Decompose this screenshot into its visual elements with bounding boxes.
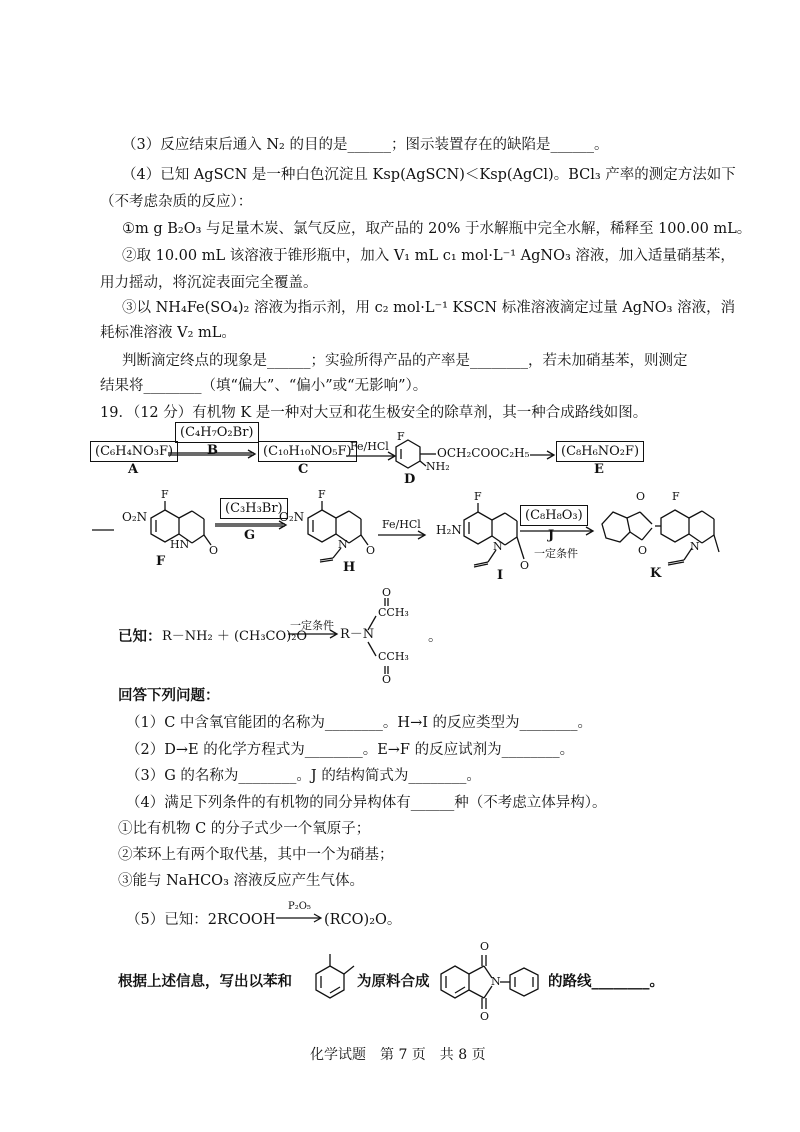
q19-part5-b: (RCO)₂O。 (324, 912, 402, 928)
q18-4a: （4）已知 AgSCN 是一种白色沉淀且 Ksp(AgSCN)＜Ksp(AgCl)。BCl₃ 产率的测定方法如下 (122, 167, 736, 183)
compound-k-n: N (690, 540, 700, 553)
arrow-fe-hcl-2-label: Fe/HCl (382, 518, 421, 531)
q18-step2b: 用力摇动，将沉淀表面完全覆盖。 (100, 275, 318, 291)
page-footer: 化学试题 第 7 页 共 8 页 (310, 1047, 486, 1063)
compound-h-f: F (318, 488, 326, 501)
q19-cond1: ①比有机物 C 的分子式少一个氧原子； (118, 821, 371, 837)
reagent-j-formula: (C₈H₈O₃) (525, 508, 583, 523)
q18-judge1: 判断滴定终点的现象是______；实验所得产品的产率是________，若未加硝基苯，则测定 (122, 353, 688, 369)
compound-h-label: H (343, 560, 356, 575)
q18-step1: ①m g B₂O₃ 与足量木炭、氯气反应，取产品的 20% 于水解瓶中完全水解，稀释至 100.00 mL。 (122, 221, 752, 237)
q19-part4: （4）满足下列条件的有机物的同分异构体有______种（不考虑立体异构）。 (126, 795, 607, 811)
q19-header: 19．（12 分）有机物 K 是一种对大豆和花生极安全的除草剂，其一种合成路线如图。 (100, 405, 648, 421)
arrow-fe-hcl-1-label: Fe/HCl (350, 440, 389, 453)
known-end: 。 (428, 629, 443, 645)
reagent-g-formula: (C₃H₃Br) (225, 501, 283, 516)
q19-cond3: ③能与 NaHCO₃ 溶液反应产生气体。 (118, 873, 364, 889)
compound-f-nh: HN (170, 538, 190, 551)
q19-part5-cond: P₂O₅ (288, 901, 311, 912)
compound-h-n: N (338, 538, 348, 551)
compound-i-h2n: H₂N (436, 523, 462, 537)
compound-i-label: I (497, 568, 504, 583)
compound-a-formula: (C₆H₄NO₃F) (95, 444, 174, 459)
compound-d-nh2: NH₂ (426, 460, 450, 473)
compound-k-o1: O (636, 490, 646, 503)
final-o1: O (480, 940, 490, 953)
reagent-g-label: G (244, 528, 256, 543)
known-reactants: R－NH₂ ＋ (CH₃CO)₂O (162, 629, 308, 644)
compound-k-label: K (650, 566, 662, 581)
compound-e-label: E (594, 462, 604, 477)
final-line-b: 为原料合成 (357, 973, 430, 990)
compound-f-o: O (209, 544, 219, 557)
reagent-b-label: B (207, 443, 218, 458)
compound-a-label: A (128, 462, 139, 477)
q19-part5-a: （5）已知：2RCOOH (126, 912, 276, 928)
known-product-rn: R－N (340, 627, 375, 642)
known-bot-o: O (382, 673, 392, 686)
q19-part2: （2）D→E 的化学方程式为________。E→F 的反应试剂为________。 (126, 742, 575, 758)
q18-4b: （不考虑杂质的反应）： (100, 194, 253, 210)
known-bot-ch3: CCH₃ (378, 650, 409, 663)
compound-h-no2: O₂N (279, 510, 305, 524)
answer-prompt: 回答下列问题： (118, 687, 220, 704)
q19-part3: （3）G 的名称为________。J 的结构简式为________。 (126, 768, 481, 784)
known-top-o: O (382, 586, 392, 599)
reagent-j-label: J (548, 528, 555, 543)
compound-i-n: N (493, 540, 503, 553)
final-n: N (491, 975, 501, 988)
final-line-a: 根据上述信息，写出以苯和 (118, 973, 292, 990)
compound-d-ester: OCH₂COOC₂H₅ (437, 446, 530, 460)
compound-f-no2: O₂N (122, 510, 148, 524)
q19-cond2: ②苯环上有两个取代基，其中一个为硝基； (118, 847, 394, 863)
compound-e-formula: (C₈H₆NO₂F) (561, 444, 640, 459)
compound-d-label: D (404, 472, 416, 487)
q18-3: （3）反应结束后通入 N₂ 的目的是______；图示装置存在的缺陷是______。 (122, 137, 609, 153)
compound-k-o2: O (638, 544, 648, 557)
final-line-c: 的路线________。 (548, 973, 664, 990)
final-o2: O (480, 1010, 490, 1023)
q18-step3a: ③以 NH₄Fe(SO₄)₂ 溶液为指示剂，用 c₂ mol·L⁻¹ KSCN 标准溶液滴定过量 AgNO₃ 溶液，消 (122, 300, 736, 316)
q18-step3b: 耗标准溶液 V₂ mL。 (100, 325, 236, 341)
compound-i-f: F (474, 490, 482, 503)
reagent-b-formula: (C₄H₇O₂Br) (180, 425, 254, 440)
known-condition: 一定条件 (290, 619, 334, 632)
compound-f-f: F (161, 488, 169, 501)
q19-part1: （1）C 中含氧官能团的名称为________。H→I 的反应类型为________。 (126, 715, 593, 731)
compound-c-formula: (C₁₀H₁₀NO₅F) (263, 444, 352, 459)
known-label: 已知： (118, 628, 162, 645)
compound-d-f: F (397, 430, 405, 443)
compound-f-label: F (156, 554, 166, 569)
o-xylene-ring (316, 966, 344, 998)
n-phenyl-ring (510, 968, 538, 996)
phthalimide-benzene (441, 966, 469, 998)
q18-step2a: ②取 10.00 mL 该溶液于锥形瓶中，加入 V₁ mL c₁ mol·L⁻¹ AgNO₃ 溶液，加入适量硝基苯， (122, 248, 735, 264)
compound-k-f: F (672, 490, 680, 503)
compound-h-o: O (366, 544, 376, 557)
reagent-j-condition: 一定条件 (534, 547, 578, 560)
q18-judge2: 结果将________（填“偏大”、“偏小”或“无影响”）。 (100, 378, 428, 394)
known-top-ch3: CCH₃ (378, 606, 409, 619)
compound-c-label: C (298, 462, 309, 477)
compound-i-o: O (520, 559, 530, 572)
